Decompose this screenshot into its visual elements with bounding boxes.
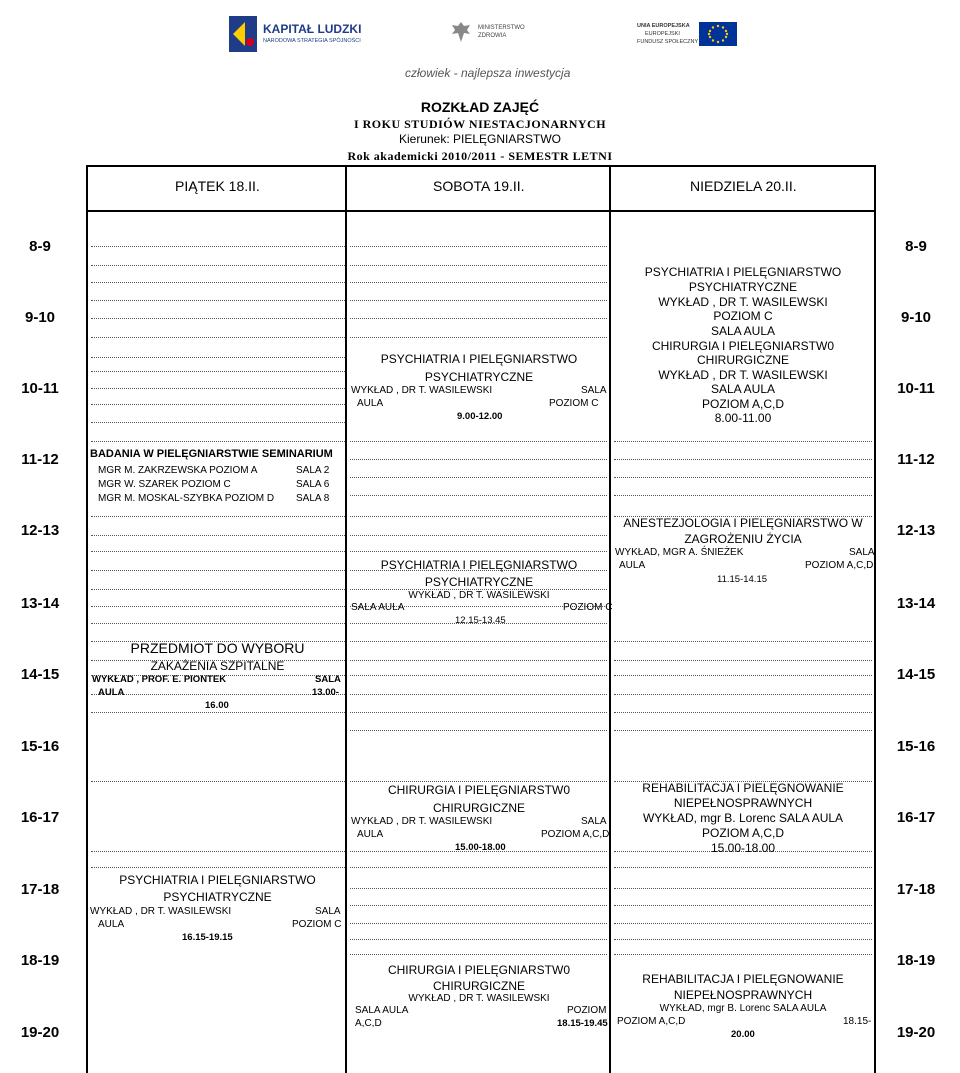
chir1-aula: AULA [357,829,384,840]
page-title: ROZKŁAD ZAJĘĆ [420,99,540,115]
day-header-saturday: SOBOTA 19.II. [433,178,525,194]
kapital-ludzki-icon [227,14,259,54]
anest-time: 11.15-14.15 [717,574,768,585]
wybor-subject: ZAKAŻENIA SZPITALNE [150,659,285,673]
grid-dotted-line [91,371,345,372]
psych1-lecturer: WYKŁAD , DR T. WASILEWSKI [351,385,493,396]
psych-aula: AULA [98,919,125,930]
kapital-sub: NARODOWA STRATEGIA SPÓJNOŚCI [263,38,361,44]
time-label: 15-16 [20,738,60,755]
grid-dotted-line [91,551,345,552]
grid-dotted-line [350,459,607,460]
grid-dotted-line [350,495,607,496]
grid-dotted-line [614,641,872,642]
grid-dotted-line [350,905,607,906]
time-label: 12-13 [896,522,936,539]
psych1-sala: SALA [581,385,607,396]
rehab1-poziom: POZIOM A,C,D [701,826,784,840]
badania-title: BADANIA W PIELĘGNIARSTWIE SEMINARIUM [90,448,333,460]
grid-dotted-line [350,781,607,782]
wybor-lecturer: WYKŁAD , PROF. E. PIONTEK [92,674,227,685]
tagline: człowiek - najlepsza inwestycja [405,66,571,80]
time-label: 19-20 [20,1024,60,1041]
wybor-time-end: 16.00 [205,700,229,711]
time-label: 11-12 [21,451,59,468]
chir2-title-2: CHIRURGICZNE [433,979,525,993]
wybor-time-start: 13.00- [312,687,339,698]
sun1-line-11: 8.00-11.00 [714,411,772,425]
grid-dotted-line [614,459,872,460]
grid-dotted-line [91,781,345,782]
anest-title-1: ANESTEZJOLOGIA I PIELĘGNIARSTWO W [623,516,863,530]
sun1-line-3: WYKŁAD , DR T. WASILEWSKI [658,295,828,309]
grid-dotted-line [614,888,872,889]
grid-dotted-line [91,589,345,590]
anest-lecturer: WYKŁAD, MGR A. ŚNIEŻEK [615,547,744,558]
grid-dotted-line [614,712,872,713]
psych2-title-1: PSYCHIATRIA I PIELĘGNIARSTWO [380,558,578,572]
chir2-title-1: CHIRURGIA I PIELĘGNIARSTW0 [387,963,571,977]
grid-dotted-line [614,939,872,940]
psych-lecturer: WYKŁAD , DR T. WASILEWSKI [90,906,232,917]
time-label: 14-15 [20,666,60,683]
psych2-sala-aula: SALA AULA [351,602,405,613]
col-border-right [874,165,876,1073]
time-label: 10-11 [897,380,935,397]
grid-dotted-line [614,441,872,442]
grid-dotted-line [91,337,345,338]
time-label: 8-9 [905,238,927,255]
sun1-line-2: PSYCHIATRYCZNE [688,280,798,294]
grid-dotted-line [91,422,345,423]
grid-dotted-line [350,712,607,713]
psych2-poziom: POZIOM C [563,602,613,613]
time-label: 15-16 [896,738,936,755]
grid-dotted-line [91,318,345,319]
time-label: 18-19 [896,952,936,969]
ministry-line2: ZDROWIA [478,33,507,39]
grid-dotted-line [91,404,345,405]
grid-dotted-line [614,477,872,478]
grid-dotted-line [91,441,345,442]
rehab1-title-2: NIEPEŁNOSPRAWNYCH [673,796,813,810]
chir1-title-1: CHIRURGIA I PIELĘGNIARSTW0 [387,783,571,797]
grid-dotted-line [91,570,345,571]
rehab1-time: 15.00-18.00 [710,841,776,855]
grid-dotted-line [91,516,345,517]
eu-flag-icon [699,22,737,46]
kierunek-label: Kierunek: PIELĘGNIARSTWO [398,132,562,146]
grid-dotted-line [350,300,607,301]
psych1-time: 9.00-12.00 [457,411,503,422]
badania-room-3: SALA 8 [296,493,330,504]
rehab2-time-start: 18.15- [843,1016,872,1027]
time-label: 9-10 [24,309,56,326]
grid-dotted-line [614,923,872,924]
sun1-line-1: PSYCHIATRIA I PIELĘGNIARSTWO [644,265,842,279]
ministry-line1: MINISTERSTWO [478,25,525,31]
grid-dotted-line [350,954,607,955]
ministerstwo-zdrowia-logo [450,20,540,50]
psych2-time: 12.15-13.45 [455,615,506,626]
psych-title-1: PSYCHIATRIA I PIELĘGNIARSTWO [119,873,316,887]
psych-poziom: POZIOM C [292,919,342,930]
col-border-left [86,165,88,1073]
sun1-line-6: CHIRURGIA I PIELĘGNIARSTW0 [651,339,835,353]
anest-poziom: POZIOM A,C,D [805,560,874,571]
eu-line2: EUROPEJSKI [645,31,680,37]
wybor-sala: SALA [315,674,341,685]
time-label: 8-9 [29,238,51,255]
badania-group-3: MGR M. MOSKAL-SZYBKA POZIOM D [98,493,275,504]
time-label: 12-13 [20,522,60,539]
grid-dotted-line [614,675,872,676]
grid-dotted-line [350,551,607,552]
sun1-line-10: POZIOM A,C,D [701,397,784,411]
time-label: 13-14 [896,595,936,612]
sun1-line-9: SALA AULA [710,382,776,396]
grid-dotted-line [350,888,607,889]
grid-dotted-line [614,954,872,955]
sun1-line-5: SALA AULA [710,324,776,338]
chir2-poziom: POZIOM [567,1005,607,1016]
grid-dotted-line [350,516,607,517]
grid-dotted-line [91,357,345,358]
grid-dotted-line [91,535,345,536]
chir1-poziom: POZIOM A,C,D [541,829,610,840]
chir2-sala-aula: SALA AULA [355,1005,409,1016]
time-label: 16-17 [896,809,936,826]
eu-logo [637,22,747,50]
rehab2-poziom: POZIOM A,C,D [617,1016,686,1027]
psych-title-2: PSYCHIATRYCZNE [163,890,272,904]
col-border-fri-sat [345,165,347,1073]
sun1-line-4: POZIOM C [713,309,773,323]
sun1-line-8: WYKŁAD , DR T. WASILEWSKI [658,368,828,382]
grid-dotted-line [350,318,607,319]
grid-dotted-line [91,694,345,695]
chir1-title-2: CHIRURGICZNE [433,801,525,815]
grid-dotted-line [91,265,345,266]
badania-room-2: SALA 6 [296,479,330,490]
col-border-sat-sun [609,165,611,1073]
time-label: 16-17 [20,809,60,826]
chir2-time: 18.15-19.45 [557,1018,608,1029]
grid-dotted-line [614,495,872,496]
eu-line3: FUNDUSZ SPOŁECZNY [637,39,699,45]
grid-dotted-line [91,246,345,247]
eagle-emblem-icon [450,20,472,44]
badania-room-1: SALA 2 [296,465,330,476]
chir2-lecturer: WYKŁAD , DR T. WASILEWSKI [408,993,550,1004]
anest-aula: AULA [619,560,646,571]
grid-dotted-line [91,282,345,283]
page-subtitle: I ROKU STUDIÓW NIESTACJONARNYCH [353,117,607,131]
grid-dotted-line [350,660,607,661]
grid-dotted-line [350,535,607,536]
badania-group-1: MGR M. ZAKRZEWSKA POZIOM A [98,465,258,476]
grid-dotted-line [350,477,607,478]
chir1-lecturer: WYKŁAD , DR T. WASILEWSKI [351,816,493,827]
time-label: 10-11 [21,380,59,397]
time-label: 14-15 [896,666,936,683]
academic-year-label: Rok akademicki 2010/2011 - SEMESTR LETNI [347,149,613,163]
psych1-poziom: POZIOM C [549,398,599,409]
rehab1-title-1: REHABILITACJA I PIELĘGNOWANIE [642,781,844,795]
grid-dotted-line [350,246,607,247]
grid-dotted-line [614,660,872,661]
grid-dotted-line [91,623,345,624]
grid-header-bottom-border [86,210,876,212]
time-label: 13-14 [20,595,60,612]
rehab2-title-2: NIEPEŁNOSPRAWNYCH [673,988,813,1002]
kapital-ludzki-logo [227,14,367,54]
rehab2-lecturer: WYKŁAD, mgr B. Lorenc SALA AULA [659,1003,827,1014]
psych1-title-2: PSYCHIATRYCZNE [424,370,534,384]
time-label: 18-19 [20,952,60,969]
grid-top-border [86,165,876,167]
anest-title-2: ZAGROŻENIU ŻYCIA [684,532,802,546]
grid-dotted-line [91,867,345,868]
grid-dotted-line [350,939,607,940]
grid-dotted-line [614,694,872,695]
eu-line1: UNIA EUROPEJSKA [637,23,690,29]
psych2-lecturer: WYKŁAD , DR T. WASILEWSKI [408,590,550,601]
day-header-friday: PIĄTEK 18.II. [175,178,260,194]
psych1-title-1: PSYCHIATRIA I PIELĘGNIARSTWO [380,352,578,366]
time-label: 11-12 [897,451,935,468]
grid-dotted-line [350,337,607,338]
psych-time: 16.15-19.15 [182,932,233,943]
grid-dotted-line [350,730,607,731]
chir1-sala: SALA [581,816,607,827]
grid-dotted-line [91,388,345,389]
day-header-sunday: NIEDZIELA 20.II. [690,178,797,194]
grid-dotted-line [350,694,607,695]
grid-dotted-line [91,300,345,301]
grid-dotted-line [91,606,345,607]
grid-dotted-line [350,282,607,283]
grid-dotted-line [91,851,345,852]
badania-group-2: MGR W. SZAREK POZIOM C [98,479,231,490]
time-label: 17-18 [20,881,60,898]
grid-dotted-line [350,675,607,676]
time-label: 19-20 [896,1024,936,1041]
chir2-poziom-2: A,C,D [355,1018,382,1029]
grid-dotted-line [614,867,872,868]
rehab2-time-end: 20.00 [731,1029,755,1040]
rehab1-lecturer: WYKŁAD, mgr B. Lorenc SALA AULA [642,811,844,825]
grid-dotted-line [614,905,872,906]
sun1-line-7: CHIRURGICZNE [697,353,789,367]
logo-banner [205,0,765,92]
wybor-title: PRZEDMIOT DO WYBORU [130,640,305,656]
wybor-aula: AULA [98,687,125,698]
anest-sala: SALA [849,547,875,558]
rehab2-title-1: REHABILITACJA I PIELĘGNOWANIE [642,972,844,986]
grid-dotted-line [350,867,607,868]
time-label: 9-10 [900,309,932,326]
grid-dotted-line [350,641,607,642]
time-label: 17-18 [896,881,936,898]
grid-dotted-line [350,923,607,924]
psych2-title-2: PSYCHIATRYCZNE [424,575,534,589]
chir1-time: 15.00-18.00 [455,842,506,853]
psych1-aula: AULA [357,398,384,409]
grid-dotted-line [350,265,607,266]
kapital-title: KAPITAŁ LUDZKI [263,22,362,36]
grid-dotted-line [91,712,345,713]
grid-dotted-line [614,730,872,731]
psych-sala: SALA [315,906,341,917]
grid-dotted-line [350,441,607,442]
